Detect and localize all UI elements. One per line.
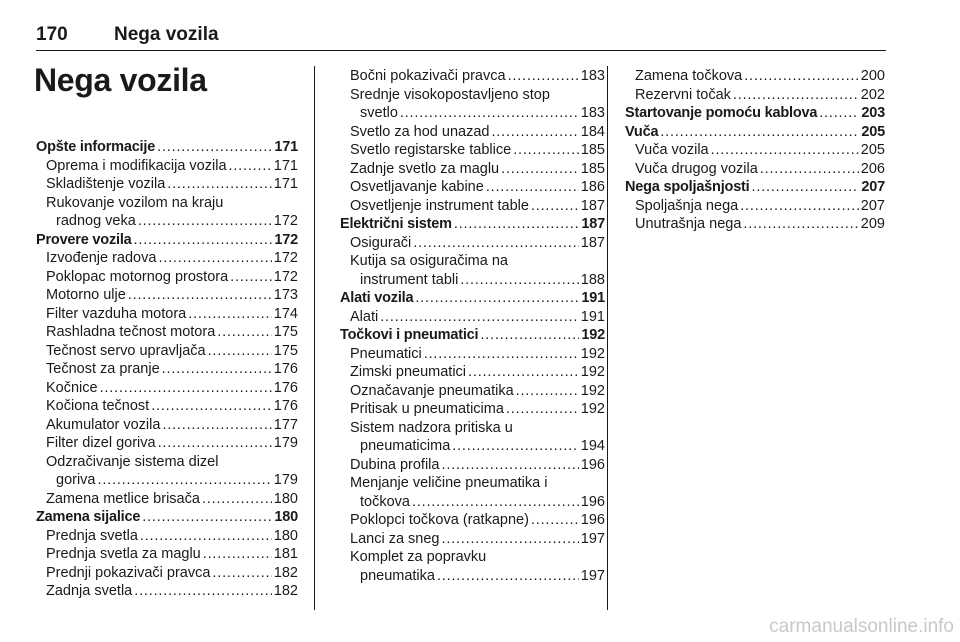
toc-entry-label: Prednji pokazivači pravca xyxy=(46,564,211,581)
toc-page-number: 182 xyxy=(273,583,298,599)
toc-entry[interactable] xyxy=(36,360,298,379)
toc-page-number: 202 xyxy=(860,86,885,103)
toc-page-number: 181 xyxy=(273,546,298,562)
dot-leader xyxy=(157,138,272,157)
toc-page-number: 185 xyxy=(580,160,605,177)
toc-page-number: 176 xyxy=(273,398,298,414)
dot-leader xyxy=(415,289,579,308)
toc-entry-label: instrument tabli xyxy=(360,271,459,288)
toc-page-number: 187 xyxy=(580,234,605,251)
toc-entry[interactable] xyxy=(340,400,605,419)
toc-entry-label: Vuča drugog vozila xyxy=(635,160,758,177)
toc-entry[interactable] xyxy=(36,286,298,305)
dot-leader xyxy=(212,564,271,583)
toc-entry[interactable] xyxy=(36,342,298,361)
toc-entry[interactable] xyxy=(36,527,298,546)
toc-entry-label: točkova xyxy=(360,493,410,510)
toc-section-entry[interactable] xyxy=(36,231,298,250)
dot-leader xyxy=(128,286,272,305)
toc-entry-label: radnog veka xyxy=(56,213,136,229)
toc-entry[interactable] xyxy=(340,567,605,586)
dot-leader xyxy=(744,67,859,86)
toc-entry-label: Prednja svetla za maglu xyxy=(46,546,201,562)
toc-entry-text: Rukovanje vozilom na kraju xyxy=(46,194,224,211)
toc-entry[interactable] xyxy=(340,437,605,456)
toc-entry-label: Lanci za sneg xyxy=(350,530,440,547)
dot-leader xyxy=(142,508,272,527)
toc-page-number: 184 xyxy=(580,123,605,140)
toc-entry-label: Osigurači xyxy=(350,234,412,251)
dot-leader xyxy=(203,545,272,564)
toc-page-number: 192 xyxy=(580,364,605,380)
header-section-title: Nega vozila xyxy=(114,24,219,45)
toc-page-number: 187 xyxy=(580,197,605,214)
toc-entry[interactable] xyxy=(340,123,605,142)
toc-page-number: 192 xyxy=(581,327,605,343)
toc-entry-label: Tečnost servo upravljača xyxy=(46,342,206,359)
dot-leader xyxy=(452,437,579,456)
toc-page-number: 196 xyxy=(580,512,605,528)
toc-page-number: 207 xyxy=(861,179,885,195)
dot-leader xyxy=(400,104,579,123)
toc-entry-label: Zadnje svetlo za maglu xyxy=(350,160,500,177)
toc-page-number: 196 xyxy=(580,456,605,473)
toc-section-entry[interactable] xyxy=(36,138,298,157)
toc-page-number: 175 xyxy=(273,324,298,340)
dot-leader xyxy=(424,345,579,364)
dot-leader xyxy=(412,493,579,512)
dot-leader xyxy=(508,67,579,86)
toc-entry[interactable] xyxy=(625,141,885,160)
dot-leader xyxy=(501,160,579,179)
toc-entry-text: Srednje visokopostavljeno stop xyxy=(350,86,550,103)
toc-entry-label: Alati vozila xyxy=(340,290,414,306)
toc-entry[interactable] xyxy=(340,234,605,253)
toc-entry[interactable] xyxy=(625,215,885,234)
toc-entry[interactable] xyxy=(625,67,885,86)
toc-section-entry[interactable] xyxy=(36,508,298,527)
dot-leader xyxy=(140,527,272,546)
toc-entry[interactable] xyxy=(340,308,605,327)
toc-section-entry[interactable] xyxy=(625,178,885,197)
toc-entry-text: Odzračivanje sistema dizel xyxy=(46,453,219,470)
dot-leader xyxy=(413,234,579,253)
toc-entry[interactable] xyxy=(36,434,298,453)
toc-page-number: 205 xyxy=(860,142,885,158)
toc-entry[interactable] xyxy=(36,397,298,416)
dot-leader xyxy=(516,382,579,401)
toc-entry[interactable] xyxy=(340,345,605,364)
toc-entry-label: Opšte informacije xyxy=(36,139,156,155)
toc-page-number: 179 xyxy=(273,435,298,451)
toc-entry[interactable] xyxy=(36,212,298,231)
dot-leader xyxy=(740,197,859,216)
toc-page-number: 200 xyxy=(860,68,885,84)
toc-page-number: 194 xyxy=(580,438,605,454)
dot-leader xyxy=(230,268,272,287)
toc-entry[interactable] xyxy=(36,471,298,490)
toc-entry-label: Pneumatici xyxy=(350,345,422,362)
toc-entry-label: Zamena sijalice xyxy=(36,509,141,525)
toc-page-number: 197 xyxy=(580,567,605,584)
toc-entry-label: Spoljašnja nega xyxy=(635,197,739,214)
toc-entry[interactable] xyxy=(340,197,605,216)
dot-leader xyxy=(134,231,273,250)
toc-entry-label: Poklopci točkova (ratkapne) xyxy=(350,512,529,528)
toc-page-number: 176 xyxy=(273,361,298,377)
toc-entry-label: Startovanje pomoću kablova xyxy=(625,105,818,121)
toc-entry-text: Komplet za popravku xyxy=(350,549,487,565)
toc-entry[interactable] xyxy=(340,271,605,290)
toc-page-number: 191 xyxy=(581,290,605,306)
toc-entry-label: Svetlo za hod unazad xyxy=(350,123,490,140)
toc-entry-label: Kočnice xyxy=(46,379,98,396)
toc-page-number: 172 xyxy=(273,250,298,266)
toc-entry-text: Sistem nadzora pritiska u xyxy=(350,419,513,436)
toc-entry[interactable] xyxy=(36,175,298,194)
toc-section-entry[interactable] xyxy=(340,289,605,308)
toc-entry-label: Osvetljenje instrument table xyxy=(350,197,529,214)
toc-section-entry[interactable] xyxy=(625,123,885,142)
toc-section-entry[interactable] xyxy=(340,326,605,345)
toc-entry-label: Filter dizel goriva xyxy=(46,435,156,451)
toc-page-number: 172 xyxy=(273,213,298,229)
dot-leader xyxy=(733,86,859,105)
toc-page-number: 172 xyxy=(273,268,298,285)
toc-entry-label: Vuča xyxy=(625,123,659,140)
toc-section-entry[interactable] xyxy=(340,215,605,234)
toc-page-number: 192 xyxy=(580,382,605,399)
dot-leader xyxy=(380,308,579,327)
toc-entry-label: Alati xyxy=(350,308,379,325)
dot-leader xyxy=(743,215,858,234)
dot-leader xyxy=(480,326,579,345)
toc-page-number: 173 xyxy=(273,287,298,303)
dot-leader xyxy=(158,249,271,268)
toc-entry[interactable] xyxy=(625,86,885,105)
toc-page-number: 209 xyxy=(860,216,885,232)
dot-leader xyxy=(217,323,272,342)
toc-page-number: 192 xyxy=(580,345,605,362)
toc-entry[interactable] xyxy=(340,67,605,86)
toc-page-number: 192 xyxy=(580,401,605,417)
toc-page-number: 197 xyxy=(580,530,605,547)
toc-entry[interactable] xyxy=(36,249,298,268)
dot-leader xyxy=(660,123,859,142)
toc-entry[interactable] xyxy=(340,456,605,475)
toc-page-number: 203 xyxy=(861,105,885,121)
toc-entry-label: Označavanje pneumatika xyxy=(350,382,514,399)
dot-leader xyxy=(134,582,272,601)
dot-leader xyxy=(208,342,272,361)
toc-entry[interactable] xyxy=(36,582,298,601)
dot-leader xyxy=(760,160,859,179)
toc-page-number: 196 xyxy=(580,493,605,510)
dot-leader xyxy=(454,215,580,234)
toc-entry-label: Zamena metlice brisača xyxy=(46,490,200,507)
dot-leader xyxy=(437,567,579,586)
toc-entry-label: pneumatika xyxy=(360,567,435,584)
dot-leader xyxy=(202,490,272,509)
toc-entry-label: Rezervni točak xyxy=(635,86,731,103)
dot-leader xyxy=(531,511,579,530)
dot-leader xyxy=(100,379,272,398)
dot-leader xyxy=(711,141,859,160)
toc-entry[interactable] xyxy=(36,564,298,583)
toc-page-number: 206 xyxy=(860,160,885,177)
toc-entry-label: Motorno ulje xyxy=(46,287,126,303)
toc-entry-label: pneumaticima xyxy=(360,438,451,454)
dot-leader xyxy=(167,175,272,194)
page-header xyxy=(36,20,886,51)
page-number: 170 xyxy=(36,24,68,45)
toc-entry-label: Dubina profila xyxy=(350,456,440,473)
toc-entry-label: Pritisak u pneumaticima xyxy=(350,401,504,417)
toc-column-3 xyxy=(625,67,885,234)
dot-leader xyxy=(506,400,579,419)
chapter-title: Nega vozila xyxy=(34,62,207,98)
toc-entry[interactable] xyxy=(340,493,605,512)
toc-section-entry[interactable] xyxy=(625,104,885,123)
toc-entry-text: Menjanje veličine pneumatika i xyxy=(350,475,548,491)
toc-page-number: 174 xyxy=(273,305,298,322)
toc-entry[interactable] xyxy=(340,104,605,123)
toc-page-number: 182 xyxy=(273,564,298,581)
dot-leader xyxy=(98,471,272,490)
toc-entry[interactable] xyxy=(36,545,298,564)
toc-entry-label: Prednja svetla xyxy=(46,527,138,544)
toc-entry[interactable] xyxy=(36,268,298,287)
toc-entry[interactable] xyxy=(340,178,605,197)
toc-entry-label: Kočiona tečnost xyxy=(46,398,150,414)
toc-entry-label: Vuča vozila xyxy=(635,142,709,158)
toc-entry-label: Akumulator vozila xyxy=(46,416,161,433)
column-divider xyxy=(607,66,608,610)
toc-page-number: 172 xyxy=(274,231,298,248)
dot-leader xyxy=(441,456,578,475)
toc-entry-label: Poklopac motornog prostora xyxy=(46,268,229,285)
toc-entry-label: Zimski pneumatici xyxy=(350,364,467,380)
toc-entry[interactable] xyxy=(625,197,885,216)
dot-leader xyxy=(460,271,578,290)
toc-page-number: 186 xyxy=(580,179,605,195)
column-divider xyxy=(314,66,315,610)
toc-page-number: 180 xyxy=(274,509,298,525)
dot-leader xyxy=(188,305,272,324)
dot-leader xyxy=(468,363,579,382)
toc-page-number: 188 xyxy=(580,271,605,288)
toc-entry-label: Električni sistem xyxy=(340,216,452,232)
toc-entry-label: Nega spoljašnjosti xyxy=(625,179,750,195)
toc-entry[interactable] xyxy=(36,490,298,509)
toc-page-number: 183 xyxy=(580,105,605,121)
toc-entry-label: Tečnost za pranje xyxy=(46,361,160,377)
toc-entry-label: Oprema i modifikacija vozila xyxy=(46,157,227,174)
toc-entry[interactable] xyxy=(36,379,298,398)
toc-column-1 xyxy=(36,138,298,601)
toc-entry[interactable] xyxy=(340,511,605,530)
toc-entry[interactable] xyxy=(36,323,298,342)
toc-entry[interactable] xyxy=(340,141,605,160)
toc-entry-label: Provere vozila xyxy=(36,231,132,248)
toc-entry[interactable] xyxy=(340,530,605,549)
toc-entry-label: Rashladna tečnost motora xyxy=(46,324,216,340)
toc-entry-text: Kutija sa osiguračima na xyxy=(350,253,508,269)
toc-page-number: 180 xyxy=(273,490,298,507)
dot-leader xyxy=(486,178,579,197)
dot-leader xyxy=(158,434,272,453)
dot-leader xyxy=(229,157,272,176)
toc-page-number: 205 xyxy=(861,123,885,140)
toc-page-number: 207 xyxy=(860,197,885,214)
toc-page-number: 175 xyxy=(273,342,298,359)
toc-entry[interactable] xyxy=(340,382,605,401)
dot-leader xyxy=(752,178,860,197)
toc-column-2 xyxy=(340,67,605,585)
dot-leader xyxy=(151,397,272,416)
toc-entry-label: svetlo xyxy=(360,105,398,121)
watermark: carmanualsonline.info xyxy=(769,616,954,637)
dot-leader xyxy=(819,104,859,123)
toc-page-number: 191 xyxy=(580,308,605,325)
toc-entry[interactable] xyxy=(36,416,298,435)
toc-page-number: 171 xyxy=(273,157,298,174)
toc-entry-label: Točkovi i pneumatici xyxy=(340,327,479,343)
toc-page-number: 180 xyxy=(273,527,298,544)
toc-page-number: 177 xyxy=(273,416,298,433)
toc-page-number: 171 xyxy=(274,139,298,155)
toc-entry-label: Zadnja svetla xyxy=(46,583,133,599)
toc-page-number: 187 xyxy=(581,216,605,232)
dot-leader xyxy=(162,416,271,435)
toc-entry-label: Bočni pokazivači pravca xyxy=(350,68,506,84)
toc-entry-label: Skladištenje vozila xyxy=(46,176,166,192)
dot-leader xyxy=(491,123,578,142)
dot-leader xyxy=(138,212,272,231)
toc-entry-label: Izvođenje radova xyxy=(46,250,157,266)
toc-entry-label: Svetlo registarske tablice xyxy=(350,142,512,158)
toc-page-number: 171 xyxy=(273,176,298,192)
dot-leader xyxy=(162,360,272,379)
toc-page-number: 176 xyxy=(273,379,298,396)
toc-entry-label: Zamena točkova xyxy=(635,68,743,84)
toc-page-number: 183 xyxy=(580,68,605,84)
toc-entry-label: Unutrašnja nega xyxy=(635,216,742,232)
toc-entry[interactable] xyxy=(625,160,885,179)
toc-entry[interactable] xyxy=(36,157,298,176)
toc-page-number: 179 xyxy=(273,472,298,488)
toc-entry[interactable] xyxy=(340,363,605,382)
dot-leader xyxy=(513,141,579,160)
toc-entry[interactable] xyxy=(36,305,298,324)
dot-leader xyxy=(531,197,579,216)
toc-entry-label: goriva xyxy=(56,472,96,488)
toc-entry[interactable] xyxy=(340,160,605,179)
toc-page-number: 185 xyxy=(580,142,605,158)
toc-entry-label: Filter vazduha motora xyxy=(46,305,187,322)
dot-leader xyxy=(441,530,578,549)
toc-entry-label: Osvetljavanje kabine xyxy=(350,179,484,195)
